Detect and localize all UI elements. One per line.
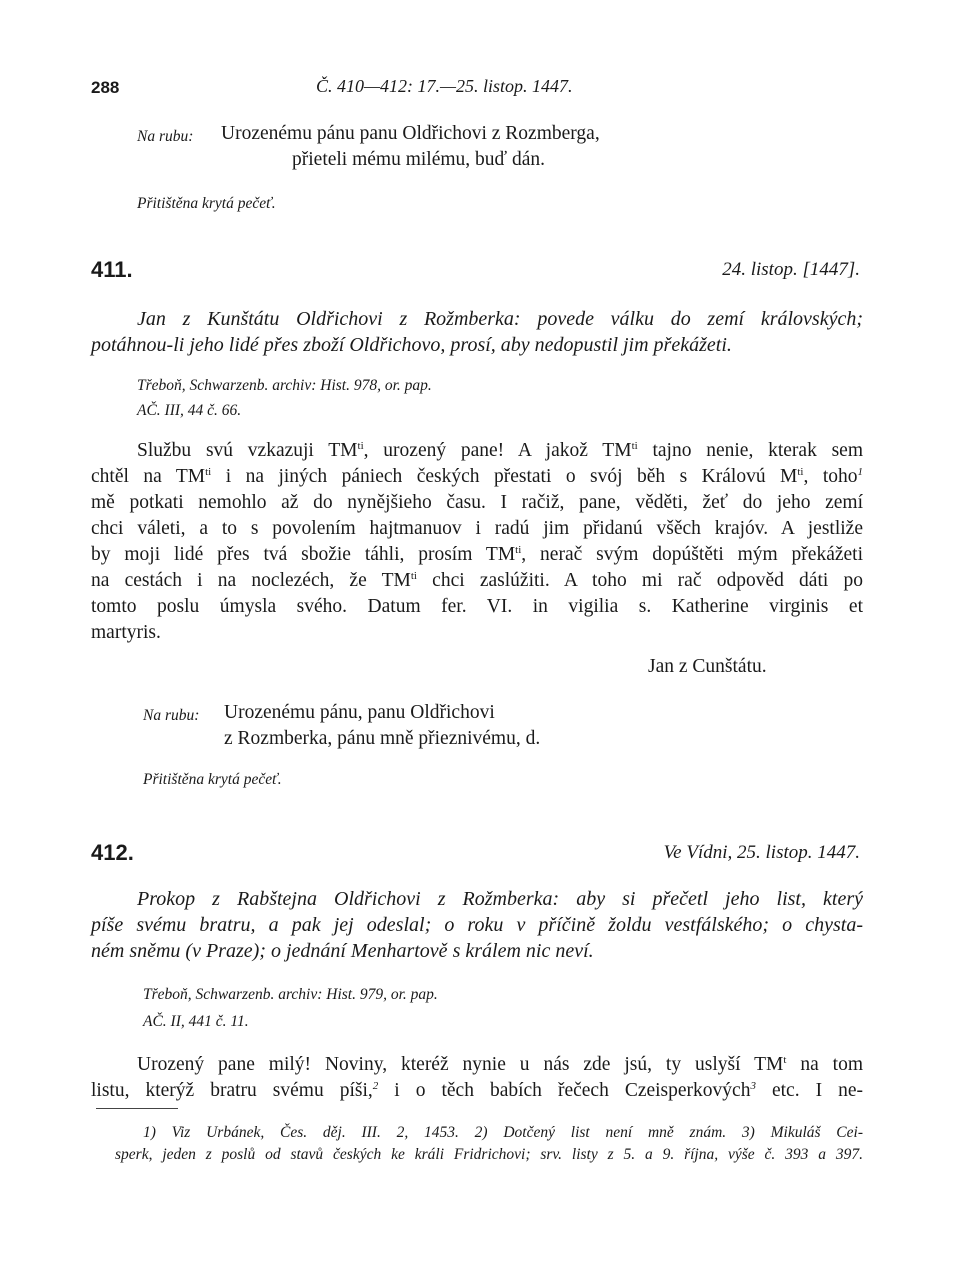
running-title: Č. 410—412: 17.—25. listop. 1447. [316, 76, 573, 96]
letter-text-line: tomto poslu úmysla svého. Datum fer. VI. in vigilia s. Katherine virginis et [91, 596, 863, 617]
superscript: ti [515, 544, 522, 556]
address-label: Na rubu: [143, 707, 200, 724]
letter-text-line: by moji lidé přes tvá sbožie táhli, prosím $TM^{ti}$, nerač svým dopúštěti mým překážeti [91, 544, 864, 565]
document-summary-line: potáhnou-li jeho lidé přes zboží Oldřichovo, prosí, aby nedopustil jim překážeti. [91, 334, 732, 356]
footnote-separator [96, 1108, 178, 1109]
letter-text-line: martyris. [91, 622, 161, 643]
superscript: ti [357, 440, 364, 452]
footnote-ref: 3 [750, 1080, 756, 1092]
edition-reference: AČ. II, 441 č. 11. [143, 1013, 249, 1030]
letter-text-line: chci váleti, a to s povolením hajtmanuov i radú jim přidanú všěch krajóv. A jestliže [91, 518, 863, 539]
superscript: ti [797, 466, 804, 478]
footnote-line: sperk, jeden z poslů od stavů českých ke králi Fridrichovi; srv. listy z 5. a 9. října, výše č. 393 a 397. [115, 1146, 863, 1163]
letter-text-line: Urozený pane milý! Noviny, kteréž nynie u nás zde jsú, ty uslyší $TM^t$ na tom [137, 1054, 863, 1075]
address-line: Urozenému pánu panu Oldřichovi z Rozmberga, [221, 123, 600, 144]
seal-note: Přitištěna krytá pečeť. [143, 771, 282, 788]
letter-text-line: listu, kterýž bratru svému píši,$^2$ i o těch babích řečech Czeisperkových$^3$ etc. I ne- [91, 1080, 863, 1101]
archive-source: Třeboň, Schwarzenb. archiv: Hist. 978, or. pap. [137, 377, 432, 394]
address-line: Urozenému pánu, panu Oldřichovi [224, 702, 495, 723]
archive-source: Třeboň, Schwarzenb. archiv: Hist. 979, or. pap. [143, 986, 438, 1003]
letter-text-line: Službu svú vzkazuji $TM^{ti}$, urozený pane! A jakož $TM^{ti}$ tajno nenie, kterak sem [137, 440, 863, 461]
address-label: Na rubu: [137, 128, 194, 145]
document-number: 411. [91, 257, 133, 282]
superscript: ti [205, 466, 212, 478]
signature: Jan z Cunštátu. [648, 656, 767, 677]
edition-reference: AČ. III, 44 č. 66. [137, 402, 242, 419]
document-summary-line: píše svému bratru, a pak jej odeslal; o roku v příčině žoldu vestfálského; o chysta- [91, 914, 863, 936]
document-date: 24. listop. [1447]. [722, 259, 860, 280]
superscript: t [783, 1054, 787, 1066]
address-line: z Rozmberka, pánu mně přieznivému, d. [224, 728, 541, 749]
footnote-ref: 1 [857, 466, 864, 478]
superscript: ti [410, 570, 417, 582]
letter-text-line: mě potkati nemohlo až do nynějšieho času. I račiž, pane, věděti, žeť do jeho zemí [91, 492, 863, 513]
page-number: 288 [91, 78, 120, 97]
document-summary-line: Jan z Kunštátu Oldřichovi z Rožmberka: povede válku do zemí královských; [137, 308, 863, 330]
superscript: ti [631, 440, 638, 452]
document-date: Ve Vídni, 25. listop. 1447. [663, 842, 860, 863]
letter-text-line: na cestách i na noclezéch, že $TM^{ti}$ chci zaslúžiti. A toho mi rač odpověd dáti po [91, 570, 863, 591]
address-line: přieteli mému milému, buď dán. [292, 149, 546, 170]
document-summary-line: ném sněmu (v Praze); o jednání Menhartově s králem nic neví. [91, 940, 594, 962]
letter-text-line: chtěl na $TM^{ti}$ i na jiných pániech českých přestati o svój běh s Královú $M^{ti}$, toho$^1$ [91, 466, 864, 487]
footnote-ref: 2 [372, 1080, 379, 1092]
document-number: 412. [91, 840, 134, 865]
document-summary-line: Prokop z Rabštejna Oldřichovi z Rožmberka: aby si přečetl jeho list, který [137, 888, 863, 910]
seal-note: Přitištěna krytá pečeť. [137, 195, 276, 212]
footnote-line: 1) Viz Urbánek, Čes. děj. III. 2, 1453. 2) Dotčený list není mně znám. 3) Mikuláš Cei- [143, 1124, 863, 1141]
